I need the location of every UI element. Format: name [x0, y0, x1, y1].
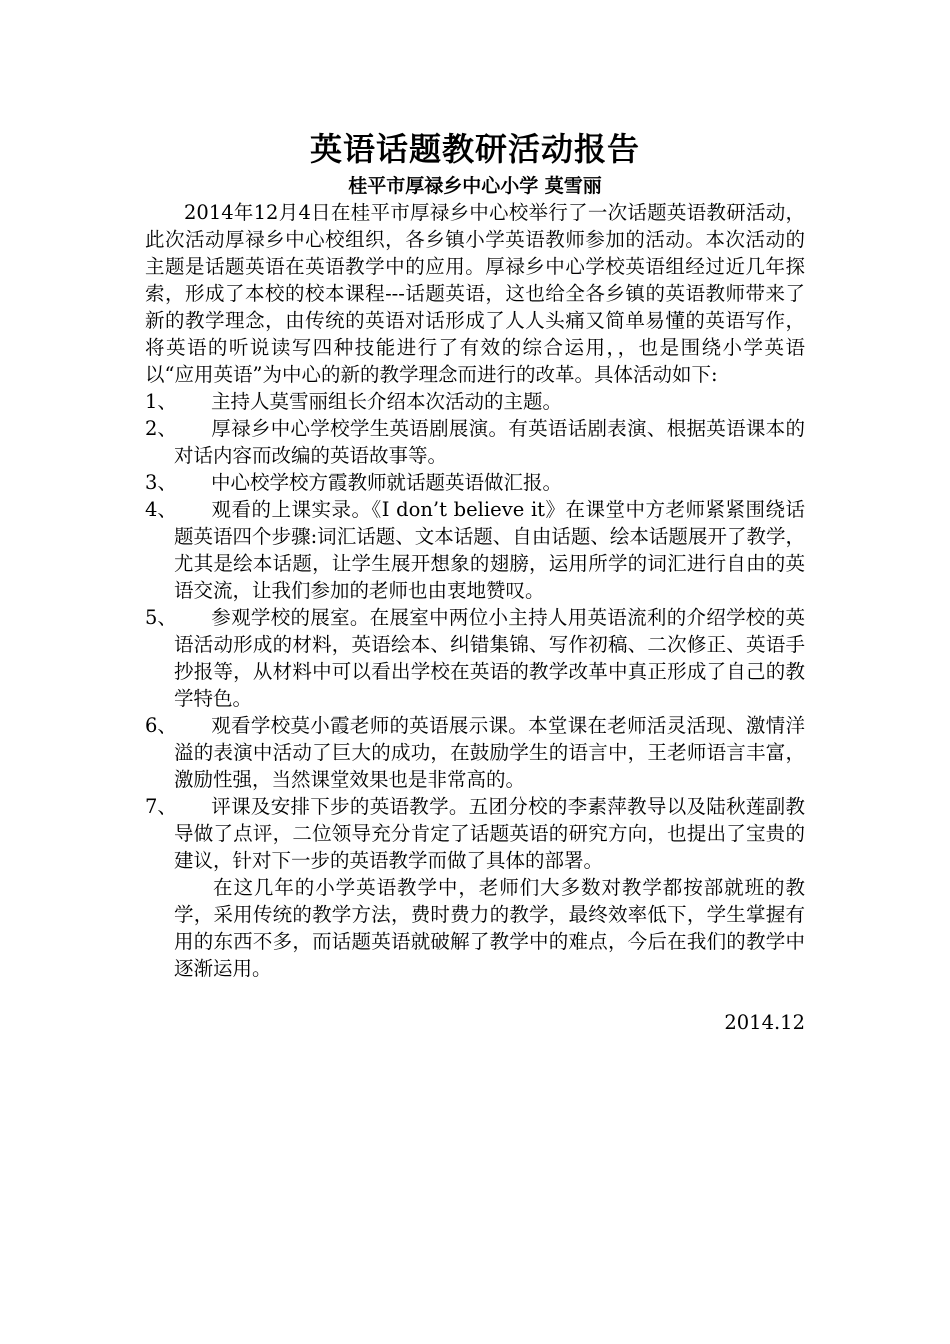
list-number: 4、: [145, 498, 177, 521]
list-item: [145, 496, 805, 604]
list-item: [145, 388, 805, 415]
list-text: 观看的上课实录。《I don’t believe it》在课堂中方老师紧紧围绕话题英语四个步骤:词汇话题、文本话题、自由话题、绘本话题展开了教学，尤其是绘本话题，让学生展开想象的翅膀，运用所学的词汇进行自由的英语交流，让我们参加的老师也由衷地赞叹。: [174, 498, 805, 602]
list-text: 主持人莫雪丽组长介绍本次活动的主题。: [211, 390, 563, 413]
list-text: 参观学校的展室。在展室中两位小主持人用英语流利的介绍学校的英语活动形成的材料，英语绘本、纠错集锦、写作初稿、二次修正、英语手抄报等，从材料中可以看出学校在英语的教学改革中真正形成了自己的教学特色。: [174, 606, 805, 710]
list-number: 5、: [145, 606, 177, 629]
list-number: 1、: [145, 390, 177, 413]
list-text: 厚禄乡中心学校学生英语剧展演。有英语话剧表演、根据英语课本的对话内容而改编的英语故事等。: [174, 417, 805, 467]
list-number: 3、: [145, 471, 177, 494]
list-text: 观看学校莫小霞老师的英语展示课。本堂课在老师活灵活现、激情洋溢的表演中活动了巨大的成功，在鼓励学生的语言中，王老师语言丰富，激励性强，当然课堂效果也是非常高的。: [174, 714, 805, 791]
list-item: [145, 415, 805, 469]
list-item: [145, 712, 805, 793]
activity-list: [145, 388, 805, 874]
list-number: 6、: [145, 714, 177, 737]
intro-paragraph: 2014年12月4日在桂平市厚禄乡中心校举行了一次话题英语教研活动，此次活动厚禄乡中心校组织，各乡镇小学英语教师参加的活动。本次活动的主题是话题英语在英语教学中的应用。厚禄乡中心学校英语组经过近几年探索，形成了本校的校本课程---话题英语，这也给全各乡镇的英语教师带来了新的教学理念，由传统的英语对话形成了人人头痛又简单易懂的英语写作，将英语的听说读写四种技能进行了有效的综合运用，，也是围绕小学英语以“应用英语”为中心的新的教学理念而进行的改革。具体活动如下:: [145, 201, 805, 386]
list-item: [145, 793, 805, 874]
list-number: 2、: [145, 417, 177, 440]
list-item: [145, 604, 805, 712]
document-title: 英语话题教研活动报告: [309, 130, 640, 168]
list-number: 7、: [145, 795, 177, 818]
closing-paragraph: 在这几年的小学英语教学中，老师们大多数对教学都按部就班的教学，采用传统的教学方法，费时费力的教学，最终效率低下，学生掌握有用的东西不多，而话题英语就破解了教学中的难点，今后在我们的教学中逐渐运用。: [174, 876, 805, 980]
document-page: [145, 125, 805, 1036]
document-date: 2014.12: [724, 1011, 805, 1034]
list-text: 评课及安排下步的英语教学。五团分校的李素萍教导以及陆秋莲副教导做了点评，二位领导充分肯定了话题英语的研究方向，也提出了宝贵的建议，针对下一步的英语教学而做了具体的部署。: [174, 795, 805, 872]
list-text: 中心校学校方霞教师就话题英语做汇报。: [211, 471, 563, 494]
list-item: [145, 469, 805, 496]
document-author: 桂平市厚禄乡中心小学 莫雪丽: [348, 175, 602, 197]
